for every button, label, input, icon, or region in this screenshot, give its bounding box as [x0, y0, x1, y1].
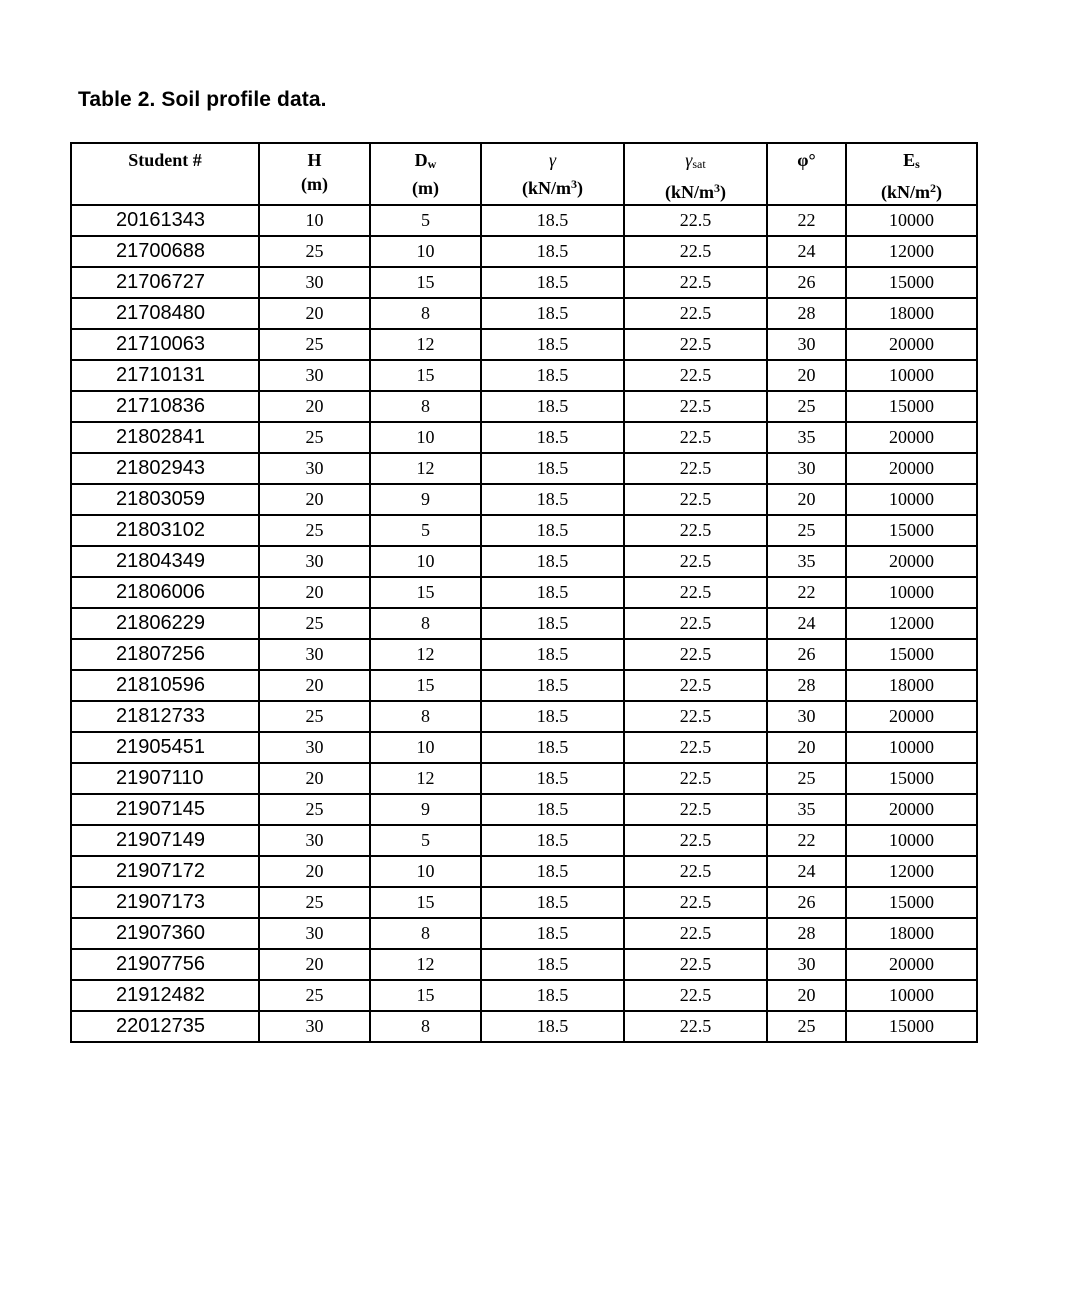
cell-es: 10000 [846, 484, 977, 515]
cell-h: 30 [259, 1011, 370, 1042]
cell-student-id: 21802943 [71, 453, 259, 484]
cell-student-id: 21907756 [71, 949, 259, 980]
cell-dw: 12 [370, 453, 481, 484]
cell-h: 20 [259, 763, 370, 794]
table-body [71, 205, 977, 1042]
cell-gamma: 18.5 [481, 608, 624, 639]
cell-dw: 8 [370, 391, 481, 422]
cell-gamma: 18.5 [481, 794, 624, 825]
cell-student-id: 22012735 [71, 1011, 259, 1042]
cell-phi: 24 [767, 608, 846, 639]
cell-es: 12000 [846, 236, 977, 267]
cell-phi: 35 [767, 422, 846, 453]
cell-dw: 12 [370, 329, 481, 360]
header-student-label: Student # [128, 150, 202, 170]
table-row [71, 546, 977, 577]
cell-gamma-sat: 22.5 [624, 360, 767, 391]
cell-h: 25 [259, 980, 370, 1011]
cell-dw: 5 [370, 205, 481, 236]
cell-gamma-sat: 22.5 [624, 856, 767, 887]
header-gamma [481, 143, 624, 205]
cell-student-id: 21812733 [71, 701, 259, 732]
cell-dw: 8 [370, 701, 481, 732]
cell-dw: 15 [370, 670, 481, 701]
header-h [259, 143, 370, 205]
cell-student-id: 21907360 [71, 918, 259, 949]
cell-gamma-sat: 22.5 [624, 391, 767, 422]
cell-es: 15000 [846, 391, 977, 422]
cell-phi: 35 [767, 546, 846, 577]
cell-es: 20000 [846, 949, 977, 980]
cell-es: 20000 [846, 701, 977, 732]
cell-phi: 25 [767, 763, 846, 794]
cell-phi: 28 [767, 298, 846, 329]
cell-h: 30 [259, 267, 370, 298]
cell-es: 20000 [846, 546, 977, 577]
cell-es: 10000 [846, 205, 977, 236]
header-student [71, 143, 259, 205]
cell-es: 20000 [846, 329, 977, 360]
cell-gamma: 18.5 [481, 577, 624, 608]
cell-phi: 26 [767, 267, 846, 298]
cell-dw: 10 [370, 422, 481, 453]
cell-student-id: 21912482 [71, 980, 259, 1011]
cell-gamma: 18.5 [481, 763, 624, 794]
cell-gamma: 18.5 [481, 546, 624, 577]
cell-gamma: 18.5 [481, 856, 624, 887]
cell-es: 20000 [846, 422, 977, 453]
cell-h: 30 [259, 639, 370, 670]
cell-phi: 35 [767, 794, 846, 825]
cell-h: 30 [259, 360, 370, 391]
cell-gamma: 18.5 [481, 391, 624, 422]
table-row [71, 701, 977, 732]
header-es-unit-exp: 2 [930, 181, 936, 195]
table-row [71, 980, 977, 1011]
cell-h: 30 [259, 453, 370, 484]
cell-phi: 20 [767, 732, 846, 763]
cell-es: 10000 [846, 360, 977, 391]
cell-dw: 12 [370, 949, 481, 980]
header-gamma-sat-unit-suffix: ) [720, 182, 726, 202]
cell-phi: 26 [767, 887, 846, 918]
cell-gamma-sat: 22.5 [624, 794, 767, 825]
cell-student-id: 21905451 [71, 732, 259, 763]
cell-phi: 30 [767, 453, 846, 484]
cell-es: 15000 [846, 639, 977, 670]
table-row [71, 639, 977, 670]
header-dw-symbol: D [414, 150, 428, 170]
table-row [71, 887, 977, 918]
cell-gamma-sat: 22.5 [624, 422, 767, 453]
header-gamma-unit-suffix: ) [577, 178, 583, 198]
cell-es: 18000 [846, 670, 977, 701]
cell-es: 10000 [846, 825, 977, 856]
cell-gamma-sat: 22.5 [624, 701, 767, 732]
cell-gamma: 18.5 [481, 732, 624, 763]
cell-gamma: 18.5 [481, 1011, 624, 1042]
cell-gamma: 18.5 [481, 918, 624, 949]
cell-h: 20 [259, 391, 370, 422]
table-row [71, 422, 977, 453]
cell-es: 15000 [846, 887, 977, 918]
cell-phi: 30 [767, 949, 846, 980]
cell-h: 20 [259, 484, 370, 515]
table-row [71, 453, 977, 484]
cell-gamma-sat: 22.5 [624, 236, 767, 267]
cell-dw: 15 [370, 360, 481, 391]
table-row [71, 236, 977, 267]
cell-gamma-sat: 22.5 [624, 980, 767, 1011]
cell-gamma-sat: 22.5 [624, 205, 767, 236]
cell-student-id: 21907149 [71, 825, 259, 856]
cell-h: 25 [259, 422, 370, 453]
cell-gamma-sat: 22.5 [624, 608, 767, 639]
header-h-unit: (m) [301, 174, 328, 194]
cell-gamma-sat: 22.5 [624, 1011, 767, 1042]
table-row [71, 918, 977, 949]
cell-phi: 22 [767, 205, 846, 236]
cell-phi: 22 [767, 577, 846, 608]
cell-phi: 28 [767, 918, 846, 949]
cell-dw: 9 [370, 484, 481, 515]
cell-gamma: 18.5 [481, 422, 624, 453]
cell-student-id: 21803102 [71, 515, 259, 546]
cell-gamma-sat: 22.5 [624, 639, 767, 670]
cell-dw: 15 [370, 980, 481, 1011]
cell-student-id: 21907110 [71, 763, 259, 794]
cell-dw: 5 [370, 825, 481, 856]
cell-gamma-sat: 22.5 [624, 329, 767, 360]
cell-gamma: 18.5 [481, 484, 624, 515]
table-row [71, 608, 977, 639]
cell-es: 18000 [846, 298, 977, 329]
cell-student-id: 21806229 [71, 608, 259, 639]
cell-dw: 8 [370, 298, 481, 329]
cell-gamma: 18.5 [481, 453, 624, 484]
cell-gamma-sat: 22.5 [624, 267, 767, 298]
header-gamma-sat-unit-exp: 3 [714, 181, 720, 195]
table-row [71, 577, 977, 608]
cell-dw: 8 [370, 918, 481, 949]
cell-gamma: 18.5 [481, 980, 624, 1011]
cell-dw: 15 [370, 267, 481, 298]
cell-phi: 25 [767, 1011, 846, 1042]
cell-h: 20 [259, 856, 370, 887]
cell-gamma: 18.5 [481, 887, 624, 918]
cell-gamma-sat: 22.5 [624, 298, 767, 329]
cell-dw: 8 [370, 608, 481, 639]
header-gamma-unit-prefix: (kN/m [522, 178, 571, 198]
header-es-unit-prefix: (kN/m [881, 182, 930, 202]
cell-phi: 30 [767, 701, 846, 732]
table-row [71, 267, 977, 298]
header-row [71, 143, 977, 205]
soil-profile-table [70, 142, 978, 1043]
cell-dw: 10 [370, 236, 481, 267]
cell-h: 30 [259, 732, 370, 763]
cell-dw: 15 [370, 887, 481, 918]
cell-gamma: 18.5 [481, 701, 624, 732]
cell-dw: 15 [370, 577, 481, 608]
cell-es: 20000 [846, 794, 977, 825]
cell-gamma-sat: 22.5 [624, 515, 767, 546]
table-row [71, 856, 977, 887]
cell-h: 25 [259, 701, 370, 732]
cell-student-id: 21807256 [71, 639, 259, 670]
header-es [846, 143, 977, 205]
cell-gamma-sat: 22.5 [624, 453, 767, 484]
cell-es: 15000 [846, 763, 977, 794]
header-gamma-sat-unit-prefix: (kN/m [665, 182, 714, 202]
cell-es: 12000 [846, 856, 977, 887]
table-row [71, 732, 977, 763]
header-gamma-sat-subscript: sat [692, 157, 706, 171]
cell-h: 20 [259, 577, 370, 608]
cell-es: 15000 [846, 267, 977, 298]
cell-gamma-sat: 22.5 [624, 949, 767, 980]
cell-h: 30 [259, 825, 370, 856]
cell-student-id: 21907172 [71, 856, 259, 887]
table-row [71, 1011, 977, 1042]
cell-es: 12000 [846, 608, 977, 639]
cell-student-id: 21907173 [71, 887, 259, 918]
cell-gamma-sat: 22.5 [624, 887, 767, 918]
cell-gamma: 18.5 [481, 329, 624, 360]
cell-phi: 20 [767, 360, 846, 391]
cell-es: 15000 [846, 1011, 977, 1042]
cell-student-id: 21803059 [71, 484, 259, 515]
cell-h: 30 [259, 546, 370, 577]
cell-gamma: 18.5 [481, 825, 624, 856]
table-row [71, 515, 977, 546]
header-gamma-unit-exp: 3 [571, 177, 577, 191]
cell-student-id: 21710836 [71, 391, 259, 422]
cell-gamma: 18.5 [481, 298, 624, 329]
cell-es: 10000 [846, 577, 977, 608]
cell-h: 20 [259, 298, 370, 329]
cell-h: 30 [259, 918, 370, 949]
table-row [71, 391, 977, 422]
header-phi-symbol: φ° [797, 150, 816, 170]
cell-h: 20 [259, 949, 370, 980]
cell-gamma: 18.5 [481, 639, 624, 670]
cell-dw: 10 [370, 856, 481, 887]
cell-gamma: 18.5 [481, 949, 624, 980]
cell-student-id: 21710131 [71, 360, 259, 391]
cell-student-id: 21810596 [71, 670, 259, 701]
cell-gamma-sat: 22.5 [624, 484, 767, 515]
table-row [71, 360, 977, 391]
cell-student-id: 20161343 [71, 205, 259, 236]
cell-es: 18000 [846, 918, 977, 949]
header-es-unit-suffix: ) [936, 182, 942, 202]
cell-dw: 10 [370, 732, 481, 763]
cell-gamma: 18.5 [481, 670, 624, 701]
cell-gamma-sat: 22.5 [624, 732, 767, 763]
cell-phi: 24 [767, 236, 846, 267]
cell-h: 10 [259, 205, 370, 236]
cell-gamma-sat: 22.5 [624, 670, 767, 701]
header-es-subscript: s [915, 157, 920, 171]
cell-phi: 30 [767, 329, 846, 360]
header-dw [370, 143, 481, 205]
cell-gamma: 18.5 [481, 360, 624, 391]
cell-gamma: 18.5 [481, 267, 624, 298]
cell-student-id: 21907145 [71, 794, 259, 825]
header-es-symbol: E [903, 150, 916, 170]
header-gamma-sat-symbol: γ [685, 150, 693, 170]
cell-gamma-sat: 22.5 [624, 577, 767, 608]
table-row [71, 763, 977, 794]
header-dw-subscript: w [427, 157, 437, 171]
cell-phi: 26 [767, 639, 846, 670]
cell-phi: 25 [767, 391, 846, 422]
cell-phi: 24 [767, 856, 846, 887]
table-caption: Table 2. Soil profile data. [78, 88, 327, 111]
header-gamma-symbol: γ [548, 150, 557, 170]
table-row [71, 794, 977, 825]
cell-phi: 20 [767, 484, 846, 515]
cell-dw: 10 [370, 546, 481, 577]
cell-gamma-sat: 22.5 [624, 825, 767, 856]
cell-gamma: 18.5 [481, 236, 624, 267]
cell-es: 10000 [846, 980, 977, 1011]
table-row [71, 670, 977, 701]
cell-dw: 9 [370, 794, 481, 825]
cell-dw: 5 [370, 515, 481, 546]
cell-dw: 12 [370, 639, 481, 670]
cell-phi: 25 [767, 515, 846, 546]
cell-es: 15000 [846, 515, 977, 546]
cell-student-id: 21706727 [71, 267, 259, 298]
cell-student-id: 21708480 [71, 298, 259, 329]
cell-gamma-sat: 22.5 [624, 546, 767, 577]
cell-h: 25 [259, 515, 370, 546]
cell-student-id: 21700688 [71, 236, 259, 267]
cell-h: 25 [259, 887, 370, 918]
cell-gamma: 18.5 [481, 515, 624, 546]
cell-h: 25 [259, 329, 370, 360]
header-h-symbol: H [307, 150, 322, 170]
table-row [71, 949, 977, 980]
cell-student-id: 21802841 [71, 422, 259, 453]
table-row [71, 298, 977, 329]
cell-gamma-sat: 22.5 [624, 763, 767, 794]
cell-gamma-sat: 22.5 [624, 918, 767, 949]
cell-student-id: 21806006 [71, 577, 259, 608]
cell-gamma: 18.5 [481, 205, 624, 236]
cell-h: 20 [259, 670, 370, 701]
cell-dw: 12 [370, 763, 481, 794]
cell-phi: 22 [767, 825, 846, 856]
table-row [71, 825, 977, 856]
cell-h: 25 [259, 236, 370, 267]
cell-h: 25 [259, 608, 370, 639]
table-row [71, 484, 977, 515]
cell-es: 10000 [846, 732, 977, 763]
header-dw-unit: (m) [412, 178, 439, 198]
header-phi [767, 143, 846, 205]
cell-student-id: 21804349 [71, 546, 259, 577]
cell-dw: 8 [370, 1011, 481, 1042]
cell-h: 25 [259, 794, 370, 825]
cell-es: 20000 [846, 453, 977, 484]
table-row [71, 329, 977, 360]
cell-student-id: 21710063 [71, 329, 259, 360]
table-row [71, 205, 977, 236]
cell-phi: 20 [767, 980, 846, 1011]
cell-phi: 28 [767, 670, 846, 701]
header-gamma-sat [624, 143, 767, 205]
